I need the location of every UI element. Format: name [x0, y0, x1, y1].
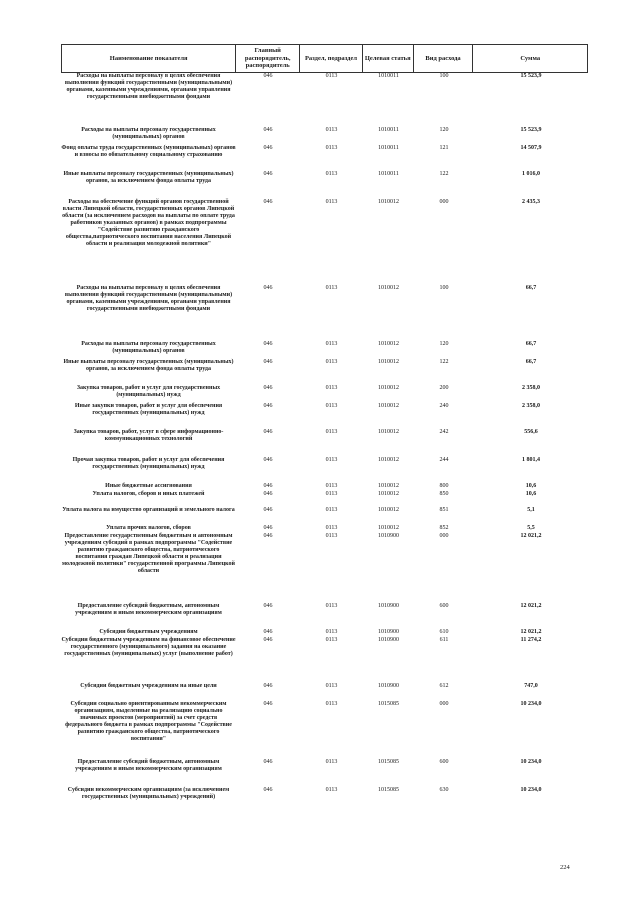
cell-gr: 046 [263, 637, 273, 643]
cell-sum: 1 016,0 [522, 171, 540, 177]
cell-gr: 046 [263, 429, 273, 435]
cell-gr: 046 [263, 385, 273, 391]
cell-exp: 120 [439, 127, 449, 133]
cell-name: Уплата налога на имущество организаций и земельного налога [62, 507, 235, 513]
cell-tgt: 1010900 [378, 637, 399, 643]
cell-sec: 0113 [325, 429, 338, 435]
cell-exp: 244 [439, 457, 449, 463]
cell-tgt: 1010012 [378, 507, 399, 513]
cell-sum: 11 274,2 [520, 637, 542, 643]
cell-tgt: 1010012 [378, 285, 399, 291]
cell-gr: 046 [263, 127, 273, 133]
cell-gr: 046 [263, 199, 273, 205]
cell-exp: 121 [439, 145, 449, 151]
cell-sec: 0113 [325, 483, 338, 489]
cell-sec: 0113 [325, 73, 338, 79]
cell-sec: 0113 [325, 457, 338, 463]
cell-sum: 2 435,3 [522, 199, 540, 205]
cell-sec: 0113 [325, 525, 338, 531]
cell-name: Субсидии некоммерческим организациям (за исключением государственных (муниципальных) учреждений) [67, 787, 230, 800]
cell-tgt: 1010011 [378, 73, 399, 79]
cell-sec: 0113 [325, 171, 338, 177]
header-expense: Вид расхода [414, 45, 474, 72]
table-body [61, 73, 588, 853]
cell-name: Расходы на выплаты персоналу в целях обеспечения выполнения функций государственными (муниципальными) органами, казенными учреждениями, органами управления государственными внебюджетными фондами [64, 73, 233, 100]
cell-gr: 046 [263, 359, 273, 365]
cell-gr: 046 [263, 507, 273, 513]
cell-tgt: 1010900 [378, 629, 399, 635]
cell-gr: 046 [263, 73, 273, 79]
header-section: Раздел, подраздел [300, 45, 363, 72]
cell-sum: 12 021,2 [520, 533, 542, 539]
cell-name: Уплата налогов, сборов и иных платежей [92, 491, 205, 497]
cell-tgt: 1010012 [378, 385, 399, 391]
cell-gr: 046 [263, 285, 273, 291]
header-name: Наименование показателя [62, 45, 236, 72]
cell-gr: 046 [263, 525, 273, 531]
cell-tgt: 1010012 [378, 457, 399, 463]
cell-gr: 046 [263, 491, 273, 497]
cell-name: Фонд оплаты труда государственных (муниципальных) органов и взносы по обязательному социальному страхованию [61, 145, 236, 158]
cell-exp: 850 [439, 491, 449, 497]
cell-sec: 0113 [325, 285, 338, 291]
cell-sum: 2 358,0 [522, 385, 540, 391]
cell-exp: 200 [439, 385, 449, 391]
cell-name: Расходы на выплаты персоналу в целях обеспечения выполнения функций государственными (муниципальными) органами, казенными учреждениями, органами управления государственными внебюджетными фондами [64, 285, 233, 312]
cell-sec: 0113 [325, 683, 338, 689]
cell-gr: 046 [263, 341, 273, 347]
cell-sum: 14 507,9 [520, 145, 542, 151]
header-sum: Сумма [520, 54, 541, 62]
cell-name: Расходы на выплаты персоналу государственных (муниципальных) органов [81, 341, 216, 354]
cell-sec: 0113 [325, 759, 338, 765]
cell-gr: 046 [263, 603, 273, 609]
cell-exp: 000 [439, 199, 449, 205]
cell-sum: 10,6 [525, 483, 537, 489]
cell-gr: 046 [263, 457, 273, 463]
cell-gr: 046 [263, 701, 273, 707]
cell-sum: 5,1 [527, 507, 535, 513]
cell-exp: 852 [439, 525, 449, 531]
cell-exp: 000 [439, 701, 449, 707]
cell-name: Закупка товаров, работ, услуг в сфере информационно-коммуникационных технологий [73, 429, 224, 442]
cell-name: Субсидии социально ориентированным некоммерческим организациям, выделенные на реализацию социально значимых проектов (мероприятий) за счет средств федерального бюджета в рамках подпрограммы "Содействие развитию гражданского общества, патриотического воспитания" [65, 701, 232, 742]
cell-name: Расходы на выплаты персоналу государственных (муниципальных) органов [81, 127, 216, 140]
cell-tgt: 1010012 [378, 429, 399, 435]
cell-sec: 0113 [325, 491, 338, 497]
cell-gr: 046 [263, 683, 273, 689]
cell-sum: 556,6 [524, 429, 538, 435]
cell-name: Предоставление субсидий бюджетным, автономным учреждениям и иным некоммерческим организациям [75, 759, 222, 772]
cell-sec: 0113 [325, 341, 338, 347]
cell-sec: 0113 [325, 145, 338, 151]
cell-tgt: 1010011 [378, 127, 399, 133]
cell-sum: 15 523,9 [520, 73, 542, 79]
cell-tgt: 1010012 [378, 199, 399, 205]
cell-gr: 046 [263, 145, 273, 151]
cell-name: Иные закупки товаров, работ и услуг для обеспечения государственных (муниципальных) нужд [74, 403, 223, 416]
cell-tgt: 1010012 [378, 491, 399, 497]
header-grbs: Главный распорядитель, распорядитель [236, 45, 300, 72]
cell-exp: 612 [439, 683, 449, 689]
cell-sum: 66,7 [525, 341, 537, 347]
cell-sum: 2 358,0 [522, 403, 540, 409]
cell-name: Предоставление субсидий бюджетным, автономным учреждениям и иным некоммерческим организациям [75, 603, 222, 616]
cell-sec: 0113 [325, 385, 338, 391]
cell-name: Субсидии бюджетным учреждениям на иные цели [80, 683, 217, 689]
cell-name: Иные выплаты персоналу государственных (муниципальных) органов, за исключением фонда оплаты труда [63, 171, 234, 184]
cell-sum: 15 523,9 [520, 127, 542, 133]
cell-sum: 10 234,0 [520, 759, 542, 765]
cell-exp: 122 [439, 359, 449, 365]
cell-sec: 0113 [325, 701, 338, 707]
table-header [61, 44, 588, 73]
cell-name: Иные выплаты персоналу государственных (муниципальных) органов, за исключением фонда оплаты труда [63, 359, 234, 372]
cell-tgt: 1015085 [378, 701, 399, 707]
cell-tgt: 1010012 [378, 525, 399, 531]
cell-exp: 610 [439, 629, 449, 635]
cell-name: Субсидии бюджетным учреждениям на финансовое обеспечение государственного (муниципального) задания на оказание государственных (муниципальных) услуг (выполнение работ) [61, 637, 236, 657]
cell-exp: 122 [439, 171, 449, 177]
cell-sec: 0113 [325, 637, 338, 643]
cell-tgt: 1010012 [378, 403, 399, 409]
cell-sum: 10 234,0 [520, 701, 542, 707]
cell-sum: 12 021,2 [520, 603, 542, 609]
cell-tgt: 1010900 [378, 533, 399, 539]
cell-name: Уплата прочих налогов, сборов [106, 525, 191, 531]
cell-name: Иные бюджетные ассигнования [105, 483, 192, 489]
cell-sum: 1 801,4 [522, 457, 540, 463]
header-target: Целевая статья [363, 45, 414, 72]
cell-gr: 046 [263, 533, 273, 539]
cell-sum: 10,6 [525, 491, 537, 497]
cell-exp: 000 [439, 533, 449, 539]
cell-sum: 66,7 [525, 285, 537, 291]
cell-exp: 242 [439, 429, 449, 435]
cell-sec: 0113 [325, 507, 338, 513]
budget-table [61, 44, 588, 853]
cell-tgt: 1010012 [378, 359, 399, 365]
cell-gr: 046 [263, 483, 273, 489]
cell-tgt: 1015085 [378, 759, 399, 765]
cell-tgt: 1010011 [378, 145, 399, 151]
cell-exp: 100 [439, 73, 449, 79]
cell-gr: 046 [263, 629, 273, 635]
cell-tgt: 1010012 [378, 483, 399, 489]
cell-exp: 800 [439, 483, 449, 489]
cell-exp: 600 [439, 603, 449, 609]
cell-sum: 12 021,2 [520, 629, 542, 635]
cell-tgt: 1010011 [378, 171, 399, 177]
cell-name: Закупка товаров, работ и услуг для государственных (муниципальных) нужд [76, 385, 221, 398]
cell-sum: 66,7 [525, 359, 537, 365]
cell-gr: 046 [263, 171, 273, 177]
cell-exp: 630 [439, 787, 449, 793]
cell-sum: 5,5 [527, 525, 535, 531]
cell-name: Субсидии бюджетным учреждениям [99, 629, 198, 635]
cell-tgt: 1010900 [378, 683, 399, 689]
cell-name: Предоставление государственным бюджетным и автономным учреждениям субсидий в рамках подпрограммы "Содействие развитию гражданского общества, патриотического воспитания граждан Липецкой области и реализации молодежной политики" государственной программы Липецкой области [61, 533, 236, 574]
cell-sec: 0113 [325, 629, 338, 635]
cell-name: Прочая закупка товаров, работ и услуг для обеспечения государственных (муниципальных) нужд [72, 457, 225, 470]
cell-sec: 0113 [325, 359, 338, 365]
cell-gr: 046 [263, 759, 273, 765]
cell-sum: 10 234,0 [520, 787, 542, 793]
cell-gr: 046 [263, 787, 273, 793]
cell-sum: 747,0 [524, 683, 538, 689]
cell-sec: 0113 [325, 533, 338, 539]
cell-sec: 0113 [325, 787, 338, 793]
cell-sec: 0113 [325, 403, 338, 409]
cell-sec: 0113 [325, 603, 338, 609]
cell-name: Расходы на обеспечение функций органов государственной власти Липецкой области, государственных органов Липецкой области (за исключением расходов на выплаты по оплате труда работников указанных органов) в рамках подпрограммы "Содействие развитию гражданского общества,патриотического воспитания населения Липецкой области и реализация молодежной политики" [62, 199, 235, 247]
cell-tgt: 1015085 [378, 787, 399, 793]
cell-sec: 0113 [325, 199, 338, 205]
cell-tgt: 1010900 [378, 603, 399, 609]
cell-exp: 851 [439, 507, 449, 513]
page-number: 224 [560, 864, 570, 871]
cell-tgt: 1010012 [378, 341, 399, 347]
cell-gr: 046 [263, 403, 273, 409]
cell-exp: 120 [439, 341, 449, 347]
cell-sec: 0113 [325, 127, 338, 133]
cell-exp: 600 [439, 759, 449, 765]
cell-exp: 100 [439, 285, 449, 291]
cell-exp: 240 [439, 403, 449, 409]
cell-exp: 611 [439, 637, 449, 643]
